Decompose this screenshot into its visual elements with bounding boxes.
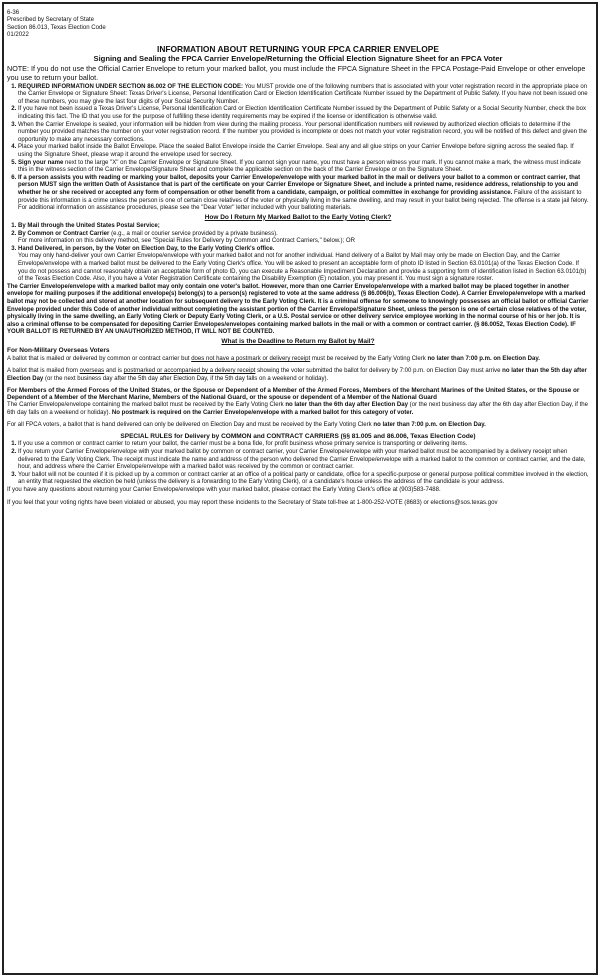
military-paragraph: The Carrier Envelope/envelope containing the marked ballot must be received by the Early Voting Clerk no later than the 6th day after Election Day (or the next business day after the 6th day after Election Day, if the 6th day falls on a weekend or holiday). No postmark is required on the Carrier Envelope/envelope with a marked ballot for this category of voter. (7, 402, 589, 416)
form-meta (7, 10, 589, 39)
special-rules-list (7, 441, 589, 487)
return-method-item: 2. By Common or Contract Carrier (e.g., a mail or courier service provided by a private business). For more information on this delivery method, see "Special Rules for Delivery by Common and Contract Carriers," below.); OR (18, 231, 589, 246)
non-military-paragraph-2: A ballot that is mailed from overseas and is postmarked or accompanied by a delivery receipt showing the voter submitted the ballot for delivery by 7:00 p.m. on Election Day must arrive no later than the 5th day after Election Day (or the next business day after the 5th day after Election Day, if the 5th day falls on a weekend or holiday). (7, 368, 587, 382)
note: NOTE: If you do not use the Official Carrier Envelope to return your marked ballot, you must include the FPCA Signature Sheet in the FPCA Postage-Paid Envelope or other envelope you use to return your ballot. (7, 63, 586, 82)
non-military-paragraph-1: A ballot that is mailed or delivered by common or contract carrier but does not have a postmark or delivery receipt must be received by the Early Voting Clerk no later than 7:00 p.m. on Election Day. (7, 355, 540, 362)
return-heading: How Do I Return My Marked Ballot to the Early Voting Clerk? (204, 213, 392, 221)
form-number: 6-36 (7, 10, 20, 16)
document-body (7, 10, 589, 507)
instruction-item: 4. Place your marked ballot inside the Ballot Envelope. Place the sealed Ballot Envelope inside the Carrier Envelope. Seal any and all glue strips on your Carrier Envelope before signing across the sealed flap. If using the Signature Sheet, please wrap it around the envelope used for secrecy. (18, 144, 589, 159)
return-method-item: 1. By Mail through the United States Postal Service; (18, 223, 589, 231)
special-rule-item: 1. If you use a common or contract carrier to return your ballot, the carrier must be a bona fide, for profit business whose primary service is transporting or delivering items. (18, 441, 589, 449)
special-rules-heading: SPECIAL RULES for Delivery by COMMON and CONTRACT CARRIERS (§§ 81.005 and 86.006, Texas Election Code) (120, 432, 476, 440)
form-date: 01/2022 (7, 31, 29, 38)
page-subtitle: Signing and Sealing the FPCA Carrier Envelope/Returning the Official Election Signature Sheet for an FPCA Voter (93, 54, 503, 64)
instructions-list (7, 84, 589, 213)
instruction-item: 3. When the Carrier Envelope is sealed, your information will be hidden from view during the mailing process. Your personal identification numbers will reviewed by authorized election officials to determine if the number you provided matches the number on your voter registration record. If the number you provided is incomplete or does not match your voter registration record, you will be notified of this defect and given the opportunity to make any necessary corrections. (18, 122, 589, 145)
deadline-heading: What is the Deadline to Return my Ballot by Mail? (221, 338, 375, 345)
all-fpca-paragraph: For all FPCA voters, a ballot that is hand delivered can only be delivered on Election Day and must be received by the Early Voting Clerk no later than 7:00 p.m. on Election Day. (7, 422, 486, 429)
carrier-envelope-rules: The Carrier Envelope/envelope with a marked ballot may only contain one voter's ballot. However, more than one Carrier Envelope/envelope with a marked ballot may be placed together in another envelope for mailing purposes if the additional envelope(s) belong(s) to a person(s) registered to vote at the same address (§ 86.006(b), Texas Election Code). A Carrier Envelope/envelope with a marked ballot may not be collected and stored at another location for subsequent delivery to the Early Voting Clerk. It is a criminal offense for someone to knowingly possesses an official ballot or official Carrier Envelope provided under this Code of another individual without completing the assistant portion of the Carrier Envelope/Signature Sheet, unless the person is one of certain close relatives of the voter, physically living in the same dwelling, an Early Voting Clerk or Deputy Early Voting Clerk, or a U.S. Postal service or other delivery service employee working in the normal course of his or her job. It is also a criminal offense to be compensated for depositing Carrier Envelopes/envelopes containing marked ballots in the mail or with a common or contract carrier. (§ 86.0052, Texas Election Code). IF YOUR BALLOT IS RETURNED BY AN UNAUTHORIZED METHOD, IT WILL NOT BE COUNTED. (7, 283, 589, 336)
military-heading: For Members of the Armed Forces of the United States, or the Spouse or Dependent of a Member of the Armed Forces, Members of the Merchant Marines of the United States, or the Spouse or Dependent of a Member of the Merchant Marine, Members of the National Guard, or the spouse or dependent of a Member of the National Guard (7, 386, 580, 402)
instruction-item: 2. If you have not been issued a Texas Driver's License, Personal Identification Card or Election Identification Certificate Number issued by the Department of Public Safety or a Social Security Number, check the box indicating this fact. The ID that you use for the purpose of fulfilling these identity requirements may be expired if the license or identification is otherwise valid. (18, 106, 589, 121)
instruction-item: 1. REQUIRED INFORMATION UNDER SECTION 86.002 OF THE ELECTION CODE: You MUST provide one of the following numbers that is associated with your voter registration record in the appropriate place on the Carrier Envelope or Signature Sheet: Texas Driver's License, Personal Identification Card or Election Identification Certificate Number issued by the Department of Public Safety. If you have not been issued one of these numbers, you may give the last four digits of your Social Security Number. (18, 84, 589, 107)
footer-violation: If you feel that your voting rights have been violated or abused, you may report these incidents to the Secretary of State toll-free at 1-800-252-VOTE (8683) or elections@sos.texas.gov (7, 499, 498, 506)
statute-section: Section 86.013, Texas Election Code (7, 24, 106, 31)
return-methods-list (7, 223, 589, 284)
special-rule-item: 3. Your ballot will not be counted if it is picked up by a common or contract carrier at an office of a political party or candidate, office for a specific-purpose or general purpose political committee involved in the election, an entity that requested the election be held (unless the delivery is a forwarding to the Early Voting Clerk), or a candidate's house unless the address of the candidate is your address. (18, 472, 589, 487)
non-military-heading: For Non-Military Overseas Voters (7, 347, 110, 355)
instruction-item: 5. Sign your name next to the large "X" on the Carrier Envelope or Signature Sheet. If you cannot sign your name, you must have a person witness your mark. If you cannot make a mark, the witness must indicate this in the witness section of the Carrier Envelope/Signature Sheet and complete the applicable section on the back of the Carrier Envelope or on the Signature Sheet. (18, 160, 589, 175)
return-method-item: 3. Hand Delivered, in person, by the Voter on Election Day, to the Early Voting Clerk's office. You may only hand-deliver your own Carrier Envelope/envelope with your marked ballot and not for another individual. Hand delivery of a Ballot by Mail may only be made on Election Day, and the Carrier Envelope/envelope with a marked ballot must be delivered to the Early Voting Clerk's office. You will be asked to present an acceptable form of photo ID listed in Section 63.0101(a) of the Texas Election Code. If you do not possess and cannot reasonably obtain an acceptable form of photo ID, you can execute a Reasonable Impediment Declaration and provide a supporting form of identification listed in Section 63.0101(b) of the Texas Election Code. Also, if you have a Voter Registration Certificate containing the Disability Exemption (E) notation, you may present it. You must sign a signature roster. (18, 246, 589, 284)
instruction-item: 6. If a person assists you with reading or marking your ballot, deposits your Carrier Envelope/envelope with your marked ballot in the mail or delivers your ballot to a common or contract carrier, that person MUST sign the written Oath of Assistance that is part of the certificate on your Carrier Envelope or Signature Sheet, and include a printed name, residence address, relationship to you and whether he or she received or accepted any form of compensation or other benefit from a candidate, campaign, or political committee in exchange for providing assistance. Failure of the assistant to provide this information is a crime unless the person is one of certain close relatives of the voter or physically living in the same dwelling, and may result in your ballot being rejected. The offense is a state jail felony. For additional information on assistance procedures, please see the "Dear Voter" letter included with your balloting materials. (18, 175, 589, 213)
special-rule-item: 2. If you return your Carrier Envelope/envelope with your marked ballot by common or contract carrier, your Carrier Envelope/envelope with your marked ballot must be accompanied by a delivery receipt when delivered to the Early Voting Clerk. The receipt must indicate the name and address of the person who delivered the Carrier Envelope/envelope with a marked ballot to the common or contract carrier, and the date, hour, and address where the Carrier Envelope/envelope with a marked ballot was received by the common or contract carrier. (18, 449, 589, 472)
prescribed-by: Prescribed by Secretary of State (7, 17, 95, 24)
page-title: INFORMATION ABOUT RETURNING YOUR FPCA CARRIER ENVELOPE (157, 44, 439, 55)
footer-questions: If you have any questions about returning your Carrier Envelope/envelope with your marked ballot, please contact the Early Voting Clerk's office at (903)583-7488. (7, 486, 441, 493)
